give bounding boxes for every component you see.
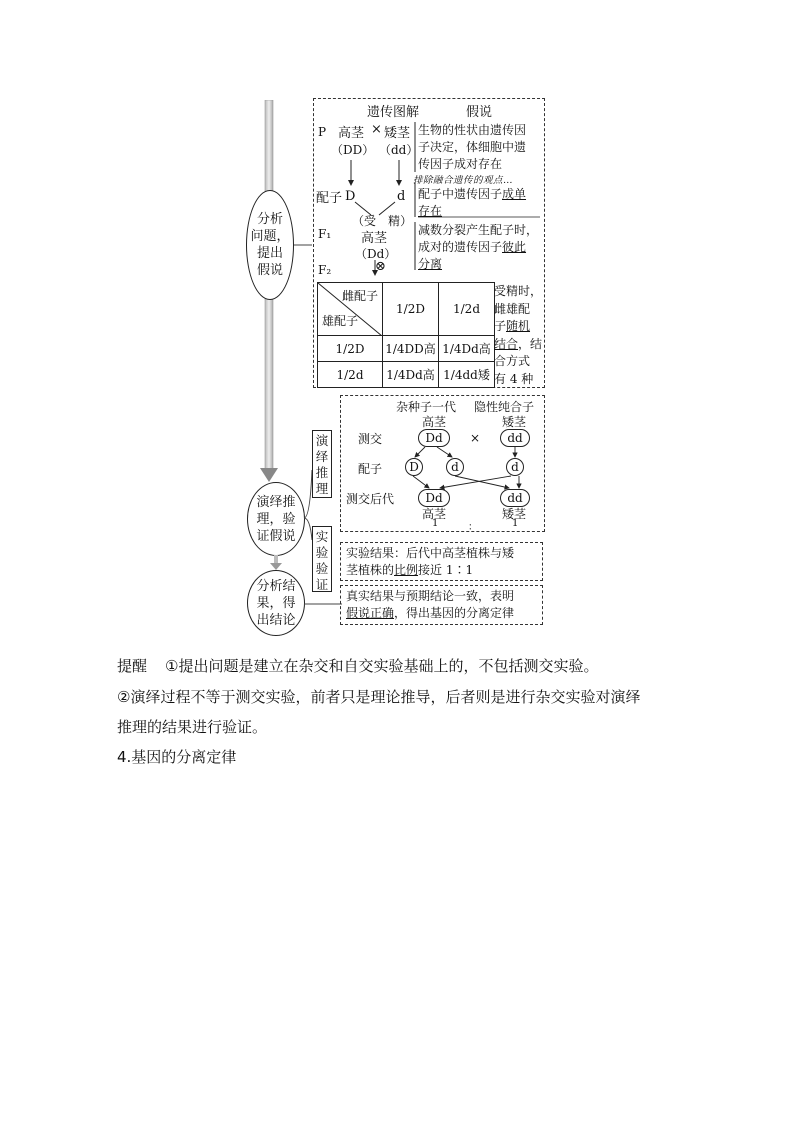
- verify-char: 验: [315, 545, 329, 560]
- col-heading-hypothesis: 假说: [466, 105, 493, 120]
- punnett-col-header: 1/2D: [383, 283, 439, 336]
- step2-line: 理，验: [256, 511, 296, 527]
- note-underlined: 结合: [494, 336, 519, 351]
- parent-tall: 高茎: [338, 126, 365, 141]
- fertilization-note: [494, 283, 542, 388]
- ratio-right: 1: [512, 518, 519, 529]
- result-underlined: 比例: [394, 563, 419, 577]
- note-text: ，结: [518, 336, 543, 351]
- experiment-result: [346, 545, 514, 579]
- hypothesis-2: [418, 186, 526, 220]
- head-hybrid-f1: 杂种子一代: [396, 400, 457, 414]
- result-line: 实验结果：后代中高茎植株与矮: [346, 546, 515, 560]
- conclusion-underlined: 假说正确: [346, 606, 395, 620]
- reminder-paragraph-2: ②演绎过程不等于测交实验，前者只是理论推导，后者则是进行杂交实验对演绎: [117, 688, 641, 706]
- deduce-char: 绎: [315, 449, 329, 464]
- hyp2-text: 配子中遗传因子: [418, 187, 503, 201]
- fertilize-char: 精: [388, 214, 401, 228]
- ratio-separator: ：: [468, 522, 478, 533]
- note-text: 子: [494, 319, 507, 333]
- f1-phenotype: 高茎: [361, 231, 388, 246]
- cross-symbol: ×: [371, 122, 382, 137]
- testcross-cross-symbol: ×: [470, 431, 481, 445]
- section-heading-4: 4.基因的分离定律: [117, 748, 237, 766]
- handwritten-note: 排除融合遗传的观点…: [413, 175, 514, 186]
- hyp1-line: 生物的性状由遗传因: [418, 123, 527, 137]
- reminder-text: ①提出问题是建立在杂交和自交实验基础上的，不包括测交实验。: [165, 657, 599, 675]
- hypothesis-3: [418, 222, 538, 273]
- genotype-dd: （dd）: [379, 143, 419, 157]
- deduce-char: 演: [315, 433, 329, 448]
- hyp3-text: 成对的遗传因子: [418, 240, 503, 254]
- verify-char: 实: [315, 529, 329, 544]
- punnett-cell: 1/4dd矮: [439, 362, 495, 388]
- punnett-header-cell: [318, 283, 383, 336]
- gamete-D: D: [345, 189, 356, 204]
- punnett-cell: 1/4Dd高: [383, 362, 439, 388]
- hyp3-underlined: 彼此: [502, 240, 527, 254]
- hyp1-line: 传因子成对存在: [418, 157, 503, 171]
- offspring-dd: dd: [500, 489, 530, 507]
- step3-line: 果，得: [256, 595, 296, 611]
- self-cross-symbol: ⊗: [375, 259, 386, 274]
- punnett-row-header: 1/2D: [318, 336, 383, 362]
- hyp2-underlined: 成单: [502, 187, 527, 201]
- f2-label: F₂: [318, 263, 332, 277]
- step3-line: 分析结: [256, 578, 296, 594]
- reminder-label: 提醒: [117, 657, 148, 675]
- deduce-char: 推: [315, 465, 329, 480]
- testcross-tall: 高茎: [422, 415, 447, 429]
- testcross-arrows: [395, 440, 545, 500]
- offspring-tall: 高茎: [422, 507, 447, 521]
- step2-line: 演绎推: [256, 494, 296, 510]
- conclusion-text: ，得出基因的分离定律: [394, 606, 515, 620]
- ratio-left: 1: [432, 518, 439, 529]
- col-heading-diagram: 遗传图解: [367, 105, 420, 120]
- fertilization-label: （受 精）: [352, 214, 413, 228]
- conclusion: [346, 588, 514, 622]
- step2-line: 证假说: [256, 528, 296, 544]
- reminder-paragraph-3: 推理的结果进行验证。: [117, 718, 268, 736]
- label-testcross: 测交: [358, 432, 383, 446]
- gamete-d-recessive-circle: d: [506, 458, 524, 476]
- gamete-label: 配子: [316, 191, 343, 206]
- male-gamete-label: 雄配子: [322, 314, 359, 328]
- punnett-col-header: 1/2d: [439, 283, 495, 336]
- label-deductive-reasoning: [312, 430, 332, 498]
- handwritten-note-text: 排除融合遗传的观点: [413, 175, 504, 186]
- label-gamete: 配子: [358, 462, 383, 476]
- p-label: P: [318, 125, 327, 139]
- conclusion-line: 真实结果与预期结论一致，表明: [346, 589, 515, 603]
- deduce-char: 理: [315, 481, 329, 496]
- head-recessive-homozygote: 隐性纯合子: [474, 400, 535, 414]
- f1-genotype: （Dd）: [355, 247, 397, 261]
- testcross-short: 矮茎: [502, 415, 527, 429]
- step3-line: 出结论: [256, 612, 296, 628]
- note-line: 雌雄配: [494, 301, 531, 316]
- step1-line: 提出: [256, 246, 283, 261]
- step1-line: 分析: [256, 212, 283, 227]
- step1-line: 问题，: [250, 229, 290, 244]
- punnett-cell: 1/4Dd高: [439, 336, 495, 362]
- note-line: 有 4 种: [494, 371, 534, 386]
- parent-dd: dd: [500, 429, 530, 447]
- verify-char: 证: [315, 577, 329, 592]
- step1-line: 假说: [256, 263, 283, 278]
- female-gamete-label: 雌配子: [341, 289, 378, 303]
- hyp1-line: 子决定，体细胞中遗: [418, 140, 527, 154]
- fertilize-char: 受: [364, 214, 377, 228]
- note-line: 受精时，: [494, 284, 543, 298]
- f1-label: F₁: [318, 227, 332, 241]
- note-line: 合方式: [494, 354, 531, 368]
- parent-short: 矮茎: [384, 126, 411, 141]
- offspring-Dd: Dd: [418, 489, 450, 507]
- reminder-paragraph-1: [117, 655, 598, 676]
- genotype-DD: （DD）: [331, 143, 375, 157]
- note-underlined: 随机: [506, 319, 531, 333]
- hypothesis-1: [418, 122, 526, 173]
- gamete-d: d: [397, 189, 406, 204]
- parent-Dd: Dd: [418, 429, 450, 447]
- step-propose-hypothesis: [246, 190, 294, 300]
- result-text: 接近 1∶1: [418, 563, 474, 577]
- punnett-row-header: 1/2d: [318, 362, 383, 388]
- result-text: 茎植株的: [346, 563, 395, 577]
- label-offspring: 测交后代: [346, 492, 395, 506]
- hyp2-underlined: 存在: [418, 204, 443, 218]
- hyp3-line: 减数分裂产生配子时，: [418, 223, 539, 237]
- gamete-d-circle: d: [446, 458, 464, 476]
- small-down-arrow: [268, 555, 284, 571]
- punnett-cell: 1/4DD高: [383, 336, 439, 362]
- verify-char: 验: [315, 561, 329, 576]
- offspring-short: 矮茎: [502, 507, 527, 521]
- gamete-D-circle: D: [405, 458, 423, 476]
- punnett-square: [317, 282, 495, 388]
- label-experimental-verification: [312, 526, 332, 592]
- hyp3-underlined: 分离: [418, 257, 443, 271]
